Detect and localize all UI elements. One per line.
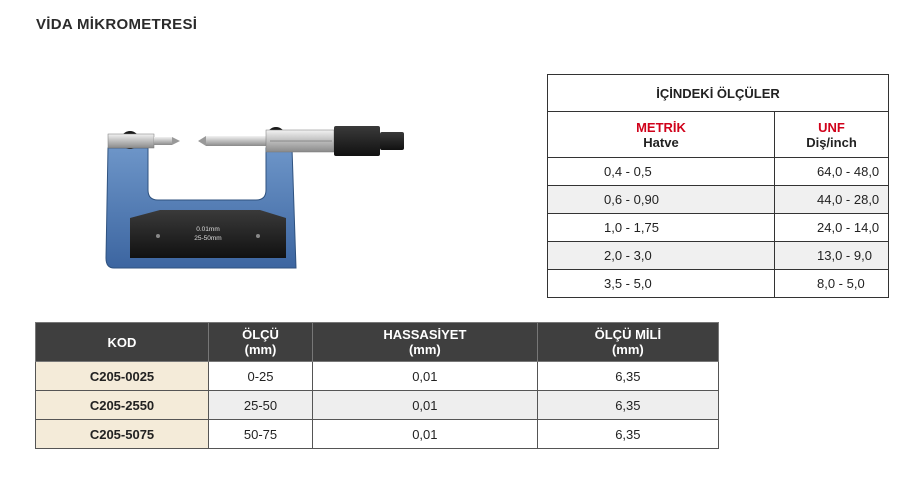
header-unit: (mm)	[244, 342, 277, 357]
accuracy-value: 0,01	[313, 420, 538, 449]
range-value: 50-75	[209, 420, 313, 449]
product-code: C205-0025	[36, 362, 209, 391]
engraving-line1: 0.01mm	[196, 226, 220, 233]
inner-row	[548, 186, 889, 214]
header-line: ÖLÇÜ MİLİ	[594, 327, 662, 342]
table-row	[36, 420, 719, 449]
micrometer-image	[100, 118, 410, 278]
unf-value: 8,0 - 5,0	[775, 270, 889, 298]
inner-row	[548, 270, 889, 298]
metric-header	[548, 112, 775, 158]
product-code: C205-2550	[36, 391, 209, 420]
metric-value: 0,6 - 0,90	[548, 186, 775, 214]
inner-measurements-table	[547, 74, 889, 298]
unf-value: 44,0 - 28,0	[775, 186, 889, 214]
metric-value: 2,0 - 3,0	[548, 242, 775, 270]
inner-row	[548, 242, 889, 270]
header-unit: (mm)	[611, 342, 644, 357]
page-title: VİDA MİKROMETRESİ	[36, 16, 198, 33]
header-line: HASSASİYET	[383, 327, 467, 342]
unf-subtitle: Diş/inch	[806, 134, 857, 150]
header-hassasiyet	[313, 323, 538, 362]
metric-value: 0,4 - 0,5	[548, 158, 775, 186]
metric-subtitle: Hatve	[643, 134, 679, 150]
unf-value: 24,0 - 14,0	[775, 214, 889, 242]
header-line: ÖLÇÜ	[242, 327, 279, 342]
metric-value: 1,0 - 1,75	[548, 214, 775, 242]
accuracy-value: 0,01	[313, 362, 538, 391]
metric-title: METRİK	[636, 119, 686, 135]
header-olcu	[209, 323, 313, 362]
inner-row	[548, 158, 889, 186]
unf-header	[775, 112, 889, 158]
header-olcu-mili	[537, 323, 718, 362]
range-value: 0-25	[209, 362, 313, 391]
product-code: C205-5075	[36, 420, 209, 449]
header-kod	[36, 323, 209, 362]
inner-row	[548, 214, 889, 242]
accuracy-value: 0,01	[313, 391, 538, 420]
header-line: KOD	[107, 334, 137, 350]
unf-title: UNF	[818, 119, 845, 135]
table-row	[36, 362, 719, 391]
unf-value: 13,0 - 9,0	[775, 242, 889, 270]
inner-table-caption: İÇİNDEKİ ÖLÇÜLER	[548, 75, 889, 112]
product-spec-table	[35, 322, 719, 449]
unf-value: 64,0 - 48,0	[775, 158, 889, 186]
engraving-line2: 25-50mm	[194, 235, 222, 242]
header-unit: (mm)	[408, 342, 441, 357]
spindle-value: 6,35	[537, 391, 718, 420]
range-value: 25-50	[209, 391, 313, 420]
spindle-value: 6,35	[537, 362, 718, 391]
table-row	[36, 391, 719, 420]
spec-header-row	[36, 323, 719, 362]
metric-value: 3,5 - 5,0	[548, 270, 775, 298]
spindle-value: 6,35	[537, 420, 718, 449]
